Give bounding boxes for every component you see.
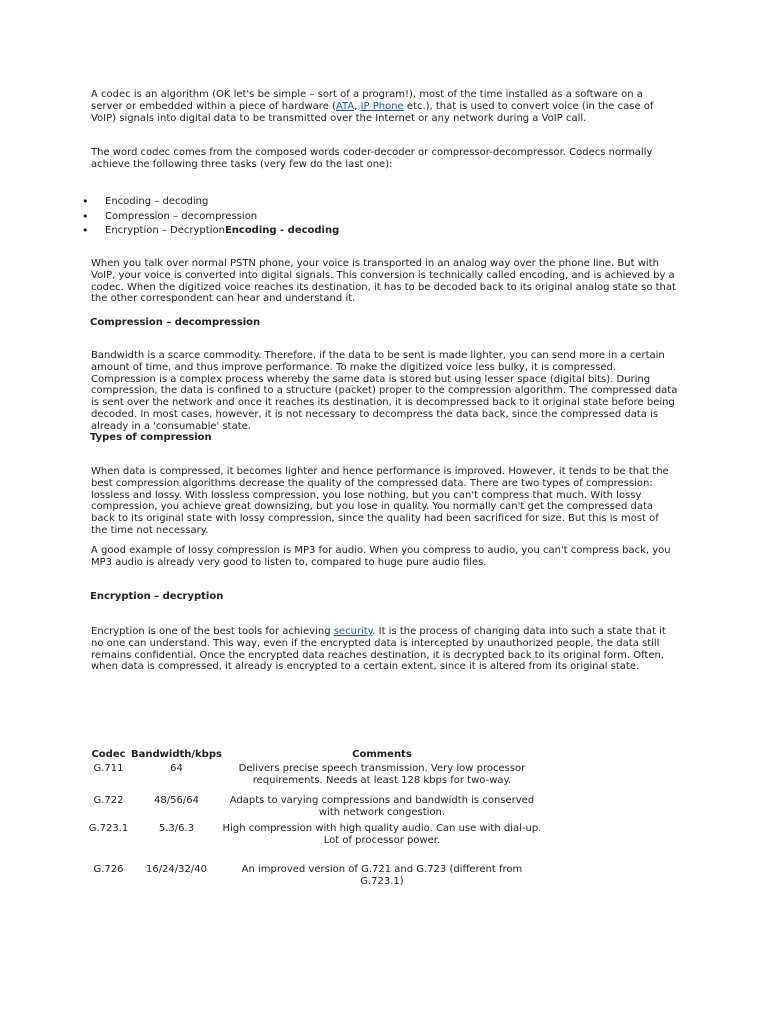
codec-cell: G.722 <box>93 795 124 806</box>
codec-cell: G.723.1 <box>88 823 129 834</box>
table-header-row <box>86 749 542 763</box>
compression-heading: Compression – decompression <box>90 317 261 328</box>
ip-phone-link[interactable]: IP Phone <box>360 100 404 112</box>
codec-tasks-list <box>82 195 339 239</box>
task-encoding: Encoding – decoding <box>105 196 209 207</box>
intro-text-a: A codec is an algorithm (OK let's be simple – sort of a program!), most of the time installed as a software on a server or embedded within a piece of hardware ( <box>91 89 643 112</box>
intro-sep: , <box>354 100 361 112</box>
intro-text-b: etc.), that is used to convert voice (in the case of VoIP) signals into digital data to be transmitted over the Internet or any network during a VoIP call. <box>91 100 654 124</box>
bandwidth-cell: 5.3/6.3 <box>158 823 195 834</box>
task-encryption: Encryption – Decryption <box>105 225 225 236</box>
mp3-paragraph: A good example of lossy compression is MP3 for audio. When you compress to audio, you can't compress back, you MP3 audio is already very good to listen to, compared to huge pure audio files. <box>91 545 671 568</box>
task-compression: Compression – decompression <box>105 210 258 222</box>
table-row <box>86 763 542 795</box>
types-paragraph: When data is compressed, it becomes lighter and hence performance is improved. However, it tends to be that the best compression algorithms decrease the quality of the compressed data. There are two types of compression: lossless and lossy. With lossless compression, you lose nothing, but you can't compress that much. With lossy compression, you achieve great downsizing, but you lose in quality. You normally can't get the compressed data back to its original state with lossy compression, since the quality had been sacrificed for size. But this is most of the time not necessary. <box>91 466 669 536</box>
codec-cell: G.726 <box>93 864 124 875</box>
comments-cell: Delivers precise speech transmission. Very low processor requirements. Needs at least 128 kbps for two-way. <box>238 763 526 786</box>
bandwidth-cell: 48/56/64 <box>154 795 199 806</box>
comments-column-header: Comments <box>352 749 412 760</box>
comments-cell: High compression with high quality audio. Can use with dial-up. Lot of processor power. <box>222 823 542 846</box>
list-item <box>82 195 339 210</box>
encryption-text-b: . It is the process of changing data into such a state that it no one can understand. This way, even if the encrypted data is intercepted by unauthorized people, the data still remains confidential. Once the encrypted data reaches destination, it is decrypted back to its original form. Often, when data is compressed, it already is encrypted to a certain extent, since it is altered from its original state. <box>91 626 666 673</box>
codec-column-header: Codec <box>91 749 126 760</box>
intro-paragraph <box>91 89 677 124</box>
ata-link[interactable]: ATA <box>335 100 355 112</box>
codec-cell: G.711 <box>93 763 124 774</box>
comments-cell: An improved version of G.721 and G.723 (different from G.723.1) <box>241 864 523 887</box>
list-item <box>82 224 339 239</box>
encryption-heading: Encryption – decryption <box>90 591 224 602</box>
bandwidth-column-header: Bandwidth/kbps <box>131 749 222 760</box>
table-row <box>86 864 542 888</box>
encoding-paragraph: When you talk over normal PSTN phone, your voice is transported in an analog way over the phone line. But with VoIP, your voice is converted into digital signals. This conversion is technically called encoding, and is achieved by a codec. When the digitized voice reaches its destination, it has to be decoded back to its original analog state so that the other correspondent can hear and understand it. <box>91 258 676 305</box>
table-row <box>86 823 542 864</box>
encoding-heading: Encoding - decoding <box>224 225 340 236</box>
list-item <box>82 210 339 225</box>
types-heading: Types of compression <box>90 432 212 443</box>
encryption-paragraph <box>91 626 677 673</box>
security-link[interactable]: security <box>333 626 373 637</box>
comments-cell: Adapts to varying compressions and bandwidth is conserved with network congestion. <box>229 795 535 818</box>
codec-table <box>86 749 542 888</box>
compression-paragraph: Bandwidth is a scarce commodity. Therefore, if the data to be sent is made lighter, you can send more in a certain amount of time, and thus improve performance. To make the digitized voice less bulky, it is compressed. Compression is a complex process whereby the same data is stored but using lesser space (digital bits). During compression, the data is confined to a structure (packet) proper to the compression algorithm. The compressed data is sent over the network and once it reaches its destination, it is decompressed back to it original state before being decoded. In most cases, however, it is not necessary to decompress the data back, since the compressed data is already in a 'consumable' state. <box>91 350 678 432</box>
codec-definition-paragraph: The word codec comes from the composed words coder-decoder or compressor-decompressor. Codecs normally achieve the following three tasks (very few do the last one): <box>91 147 653 170</box>
table-row <box>86 795 542 823</box>
bandwidth-cell: 64 <box>170 763 183 774</box>
encryption-text-a: Encryption is one of the best tools for achieving <box>91 626 334 637</box>
bandwidth-cell: 16/24/32/40 <box>145 864 207 875</box>
